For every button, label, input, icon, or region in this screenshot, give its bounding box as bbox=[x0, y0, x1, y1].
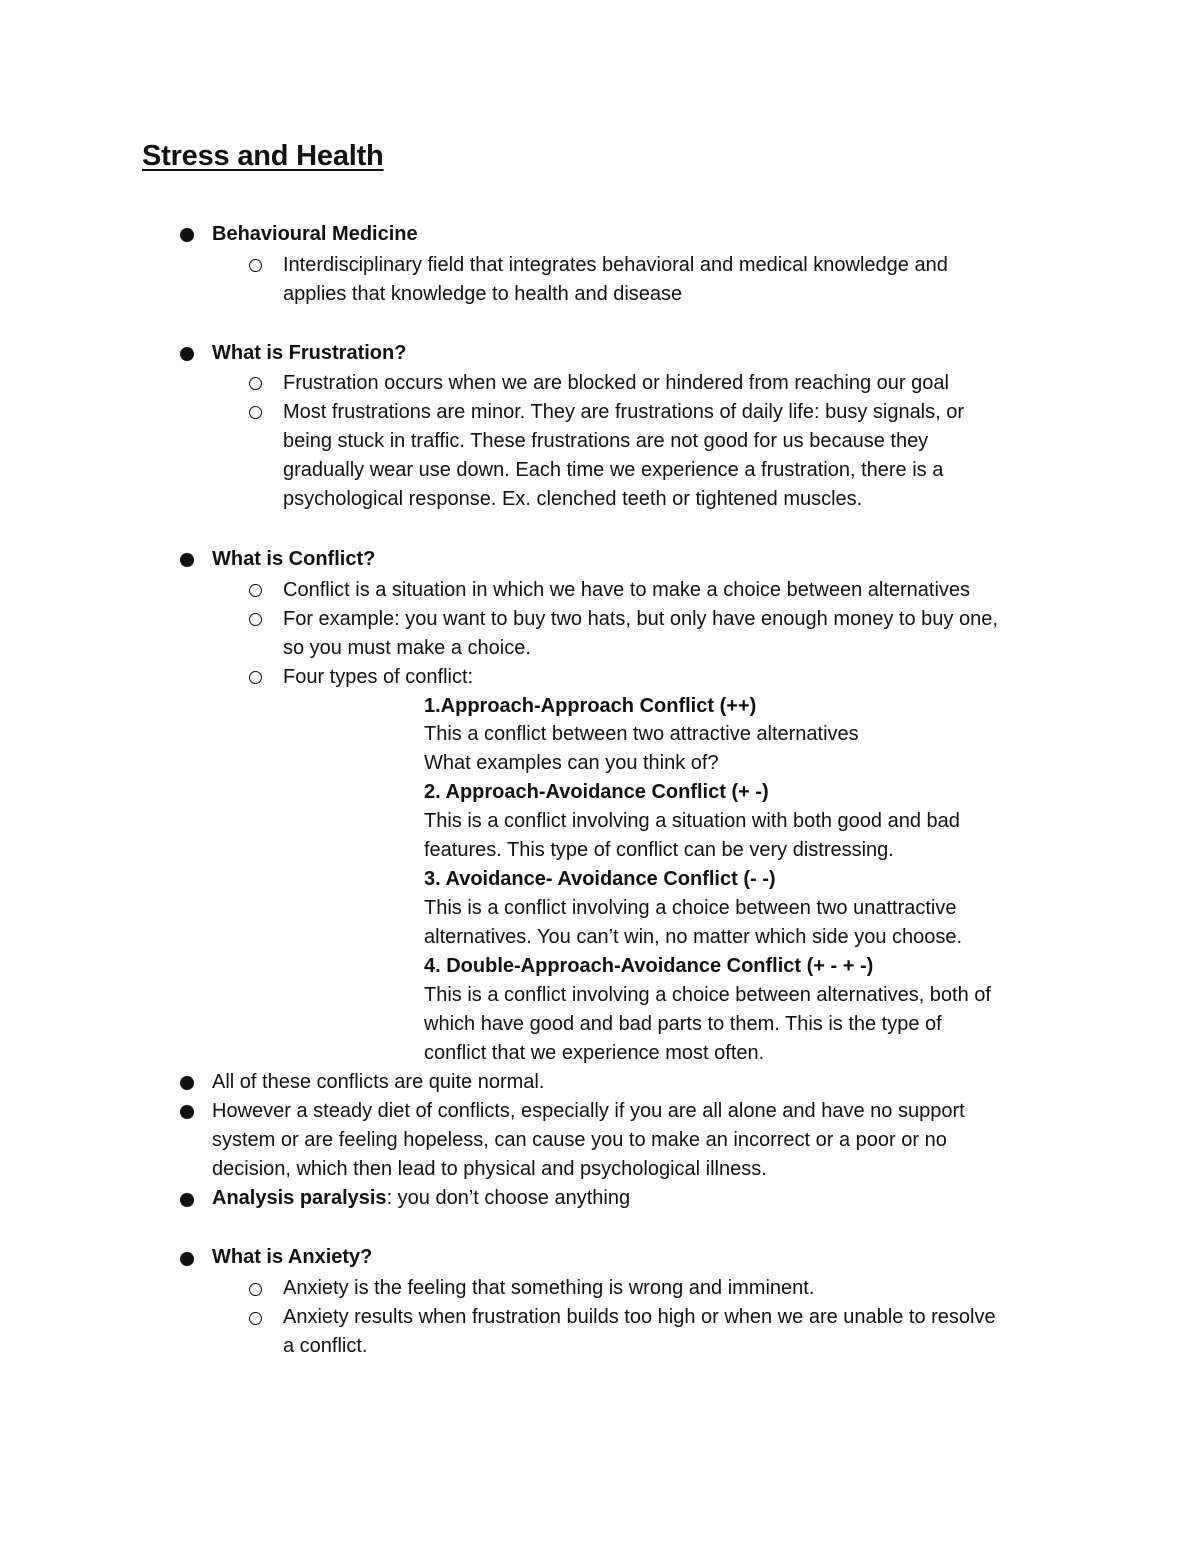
list-item-continued: a conflict. bbox=[283, 1335, 368, 1357]
list-item-continued: gradually wear use down. Each time we experience a frustration, there is a bbox=[283, 459, 944, 481]
bullet-ring bbox=[249, 1283, 262, 1296]
list-item: Conflict is a situation in which we have to make a choice between alternatives bbox=[283, 579, 971, 601]
bullet-ring bbox=[249, 259, 262, 272]
conflict-type-heading: 4. Double-Approach-Avoidance Conflict (+ - + -) bbox=[424, 955, 874, 977]
bullet-dot bbox=[180, 1105, 194, 1119]
bullet-dot bbox=[180, 228, 194, 242]
conflict-type-heading: 1.Approach-Approach Conflict (++) bbox=[424, 695, 757, 717]
bullet-dot bbox=[180, 347, 194, 361]
list-item-continued: psychological response. Ex. clenched teeth or tightened muscles. bbox=[283, 488, 863, 510]
bullet-ring bbox=[249, 406, 262, 419]
bullet-ring bbox=[249, 671, 262, 684]
list-item-continued: being stuck in traffic. These frustrations are not good for us because they bbox=[283, 430, 929, 452]
term-analysis-paralysis: Analysis paralysis bbox=[212, 1187, 387, 1209]
section-heading-anxiety: What is Anxiety? bbox=[212, 1246, 373, 1268]
list-item-continued: applies that knowledge to health and disease bbox=[283, 283, 683, 305]
list-item-continued: so you must make a choice. bbox=[283, 637, 531, 659]
conflict-type-text: This a conflict between two attractive alternatives bbox=[424, 723, 859, 745]
list-item: Anxiety results when frustration builds too high or when we are unable to resolve bbox=[283, 1306, 996, 1328]
bullet-dot bbox=[180, 1193, 194, 1207]
conflict-type-heading: 2. Approach-Avoidance Conflict (+ -) bbox=[424, 781, 769, 803]
bullet-ring bbox=[249, 584, 262, 597]
list-item: Frustration occurs when we are blocked or hindered from reaching our goal bbox=[283, 372, 949, 394]
list-item: For example: you want to buy two hats, but only have enough money to buy one, bbox=[283, 608, 998, 630]
bullet-dot bbox=[180, 1252, 194, 1266]
conflict-type-text: This is a conflict involving a choice between alternatives, both of bbox=[424, 984, 991, 1006]
section-heading-behavioural: Behavioural Medicine bbox=[212, 223, 418, 245]
bullet-dot bbox=[180, 1076, 194, 1090]
page-title: Stress and Health bbox=[142, 140, 384, 172]
list-item: Interdisciplinary field that integrates behavioral and medical knowledge and bbox=[283, 254, 948, 276]
list-item: Four types of conflict: bbox=[283, 666, 474, 688]
list-item: Most frustrations are minor. They are frustrations of daily life: busy signals, or bbox=[283, 401, 965, 423]
list-item: Anxiety is the feeling that something is wrong and imminent. bbox=[283, 1277, 815, 1299]
conflict-type-text: This is a conflict involving a situation with both good and bad bbox=[424, 810, 960, 832]
bullet-ring bbox=[249, 1312, 262, 1325]
conflict-type-text: which have good and bad parts to them. This is the type of bbox=[424, 1013, 942, 1035]
list-item: However a steady diet of conflicts, especially if you are all alone and have no support bbox=[212, 1100, 965, 1122]
conflict-type-heading: 3. Avoidance- Avoidance Conflict (- -) bbox=[424, 868, 776, 890]
bullet-ring bbox=[249, 613, 262, 626]
list-item: All of these conflicts are quite normal. bbox=[212, 1071, 545, 1093]
term-definition: : you don’t choose anything bbox=[386, 1187, 631, 1209]
conflict-type-text: conflict that we experience most often. bbox=[424, 1042, 765, 1064]
bullet-ring bbox=[249, 377, 262, 390]
conflict-type-text: What examples can you think of? bbox=[424, 752, 719, 774]
conflict-type-text: features. This type of conflict can be very distressing. bbox=[424, 839, 894, 861]
conflict-type-text: This is a conflict involving a choice between two unattractive bbox=[424, 897, 957, 919]
conflict-type-text: alternatives. You can’t win, no matter which side you choose. bbox=[424, 926, 963, 948]
list-item bbox=[212, 1184, 630, 1213]
list-item-continued: decision, which then lead to physical and psychological illness. bbox=[212, 1158, 767, 1180]
bullet-dot bbox=[180, 553, 194, 567]
section-heading-frustration: What is Frustration? bbox=[212, 342, 407, 364]
list-item-continued: system or are feeling hopeless, can cause you to make an incorrect or a poor or no bbox=[212, 1129, 947, 1151]
section-heading-conflict: What is Conflict? bbox=[212, 548, 376, 570]
